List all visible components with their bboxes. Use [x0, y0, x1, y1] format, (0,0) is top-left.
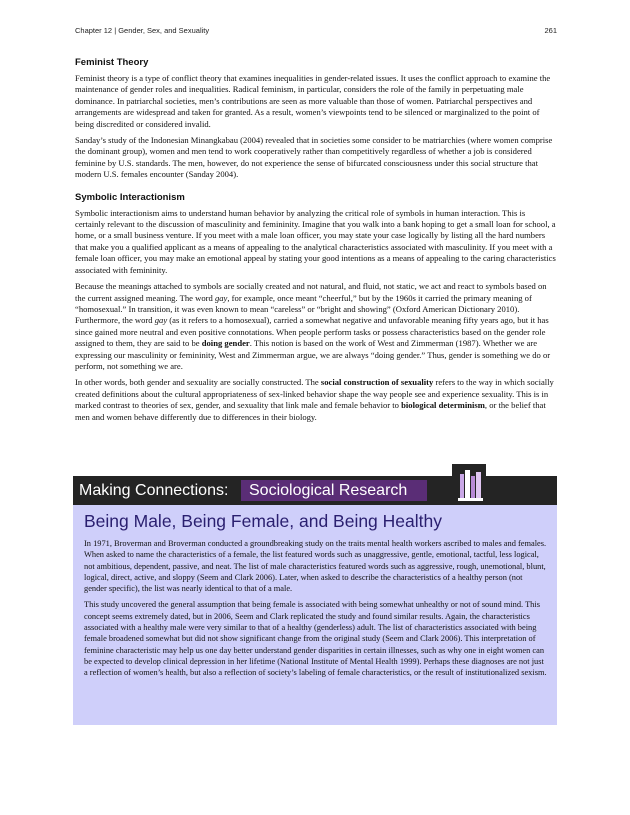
books-icon — [450, 464, 488, 506]
feature-paragraph-2: This study uncovered the general assumption that being female is associated with being somewhat unhealthy or not of sound mind. This concept seems extremely dated, but in 2006, Seem and Clark replicated the study and found similar results. Again, the characteristics associated with a healthy male were very similar to that of a healthy (genderless) adult. The list of characteristics associated with being female broadened somewhat but did not show significant change from the original study (Seem and Clark 2006). This interpretation of feminine characteristic may help us one day better understand gender disparities in certain illnesses, such as why one in eight women can be expected to develop clinical depression in her lifetime (National Institute of Mental Health 1999). Perhaps these diagnoses are not just a reflection of women’s health, but also a reflection of society’s labeling of female characteristics, or the result of institutionalized sexism. — [84, 600, 547, 678]
feminist-paragraph-1: Feminist theory is a type of conflict theory that examines inequalities in gender-related issues. It uses the conflict approach to examine the maintenance of gender roles and inequalities. Radical feminism, in particular, considers the role of the family in perpetuating male dominance. In patriarchal societies, men’s contributions are seen as more valuable than those of women. Patriarchal perspectives and arrangements are widespread and taken for granted. As a result, women’s viewpoints tend to be silenced or marginalized to the point of being discredited or considered invalid. — [75, 73, 551, 129]
feature-paragraph-1: In 1971, Broverman and Broverman conducted a groundbreaking study on the traits mental health workers ascribed to males and females. When asked to name the characteristics of a female, the list featured words such as unaggressive, gentle, emotional, tactful, less logical, not ambitious, dependent, passive, and neat. The list of male characteristics featured words such as aggressive, rough, unemotional, blunt, logical, direct, active, and sloppy (Seem and Clark 2006). Later, when asked to describe the characteristics of a healthy person (not gender specific), the list was nearly identical to that of a male. — [84, 539, 547, 594]
chapter-title: Chapter 12 | Gender, Sex, and Sexuality — [75, 26, 210, 35]
feminist-theory-heading: Feminist Theory — [75, 57, 149, 68]
key-term-doing-gender: doing gender — [201, 338, 250, 349]
symbolic-paragraph-1: Symbolic interactionism aims to understand human behavior by analyzing the critical role of symbols in human interaction. This is certainly relevant to the discussion of masculinity and femininity. Imagine that you walk into a bank hoping to get a small loan for school, a home, or a small business venture. If you meet with a male loan officer, you may state your case logically by listing all the hard numbers that make you a qualified applicant as a means of appealing to the analytical characteristics associated with masculinity. If you meet with a female loan officer, you may make an emotional appeal by stating your good intentions as a means of appealing to the caring characteristics associated with femininity. — [75, 207, 556, 275]
banner-category: Sociological Research — [241, 480, 427, 501]
key-term-biological-determinism: biological determinism — [401, 400, 485, 411]
symbolic-paragraph-2: Because the meanings attached to symbols are socially created and not natural, and fluid, not static, we act and react to symbols based on the current assigned meaning. The word gay, for example, once meant “cheerful,” but by the 1960s it carried the primary meaning of “homosexual.” In transition, it was even known to mean “careless” or “bright and showing” (Oxford American Dictionary 2010). Furthermore, the word gay (as it refers to a homosexual), carried a somewhat negative and unfavorable meaning fifty years ago, but it has since gained more neutral and even positive connotations. When people perform tasks or possess characteristics based on the gender role assigned to them, they are said to be doing gender. This notion is based on the work of West and Zimmerman (1987). Whether we are expressing our masculinity or femininity, West and Zimmerman argue, we are always “doing gender.” Thus, gender is something we do or perform, not something we are. — [75, 281, 551, 371]
term-gay: gay — [154, 315, 168, 326]
main-content — [75, 57, 556, 428]
page-header — [75, 26, 557, 35]
feminist-paragraph-2: Sanday’s study of the Indonesian Minangkabau (2004) revealed that in societies some consider to be matriarchies (where women comprise the dominant group), women and men tend to work cooperatively rather than competitively regardless of whether a job is considered feminine by U.S. standards. The men, however, do not experience the sense of bifurcated consciousness under this social structure that modern U.S. females encounter (Sanday 2004). — [75, 135, 553, 180]
term-gay: gay — [214, 292, 228, 303]
feature-title: Being Male, Being Female, and Being Healthy — [84, 511, 442, 531]
feature-box — [73, 505, 557, 725]
symbolic-interactionism-heading: Symbolic Interactionism — [75, 191, 185, 203]
key-term-social-construction: social construction of sexuality — [320, 377, 434, 388]
page-number: 261 — [544, 26, 557, 35]
symbolic-paragraph-3: In other words, both gender and sexuality are socially constructed. The social construction of sexuality refers to the way in which socially created definitions about the cultural appropriateness of sex-linked behavior shape the way people see and experience sexuality. This is in marked contrast to theories of sex, gender, and sexuality that link male and female behavior to biological determinism, or the belief that men and women behave differently due to differences in their biology. — [75, 377, 554, 422]
banner-label: Making Connections: — [79, 482, 229, 499]
